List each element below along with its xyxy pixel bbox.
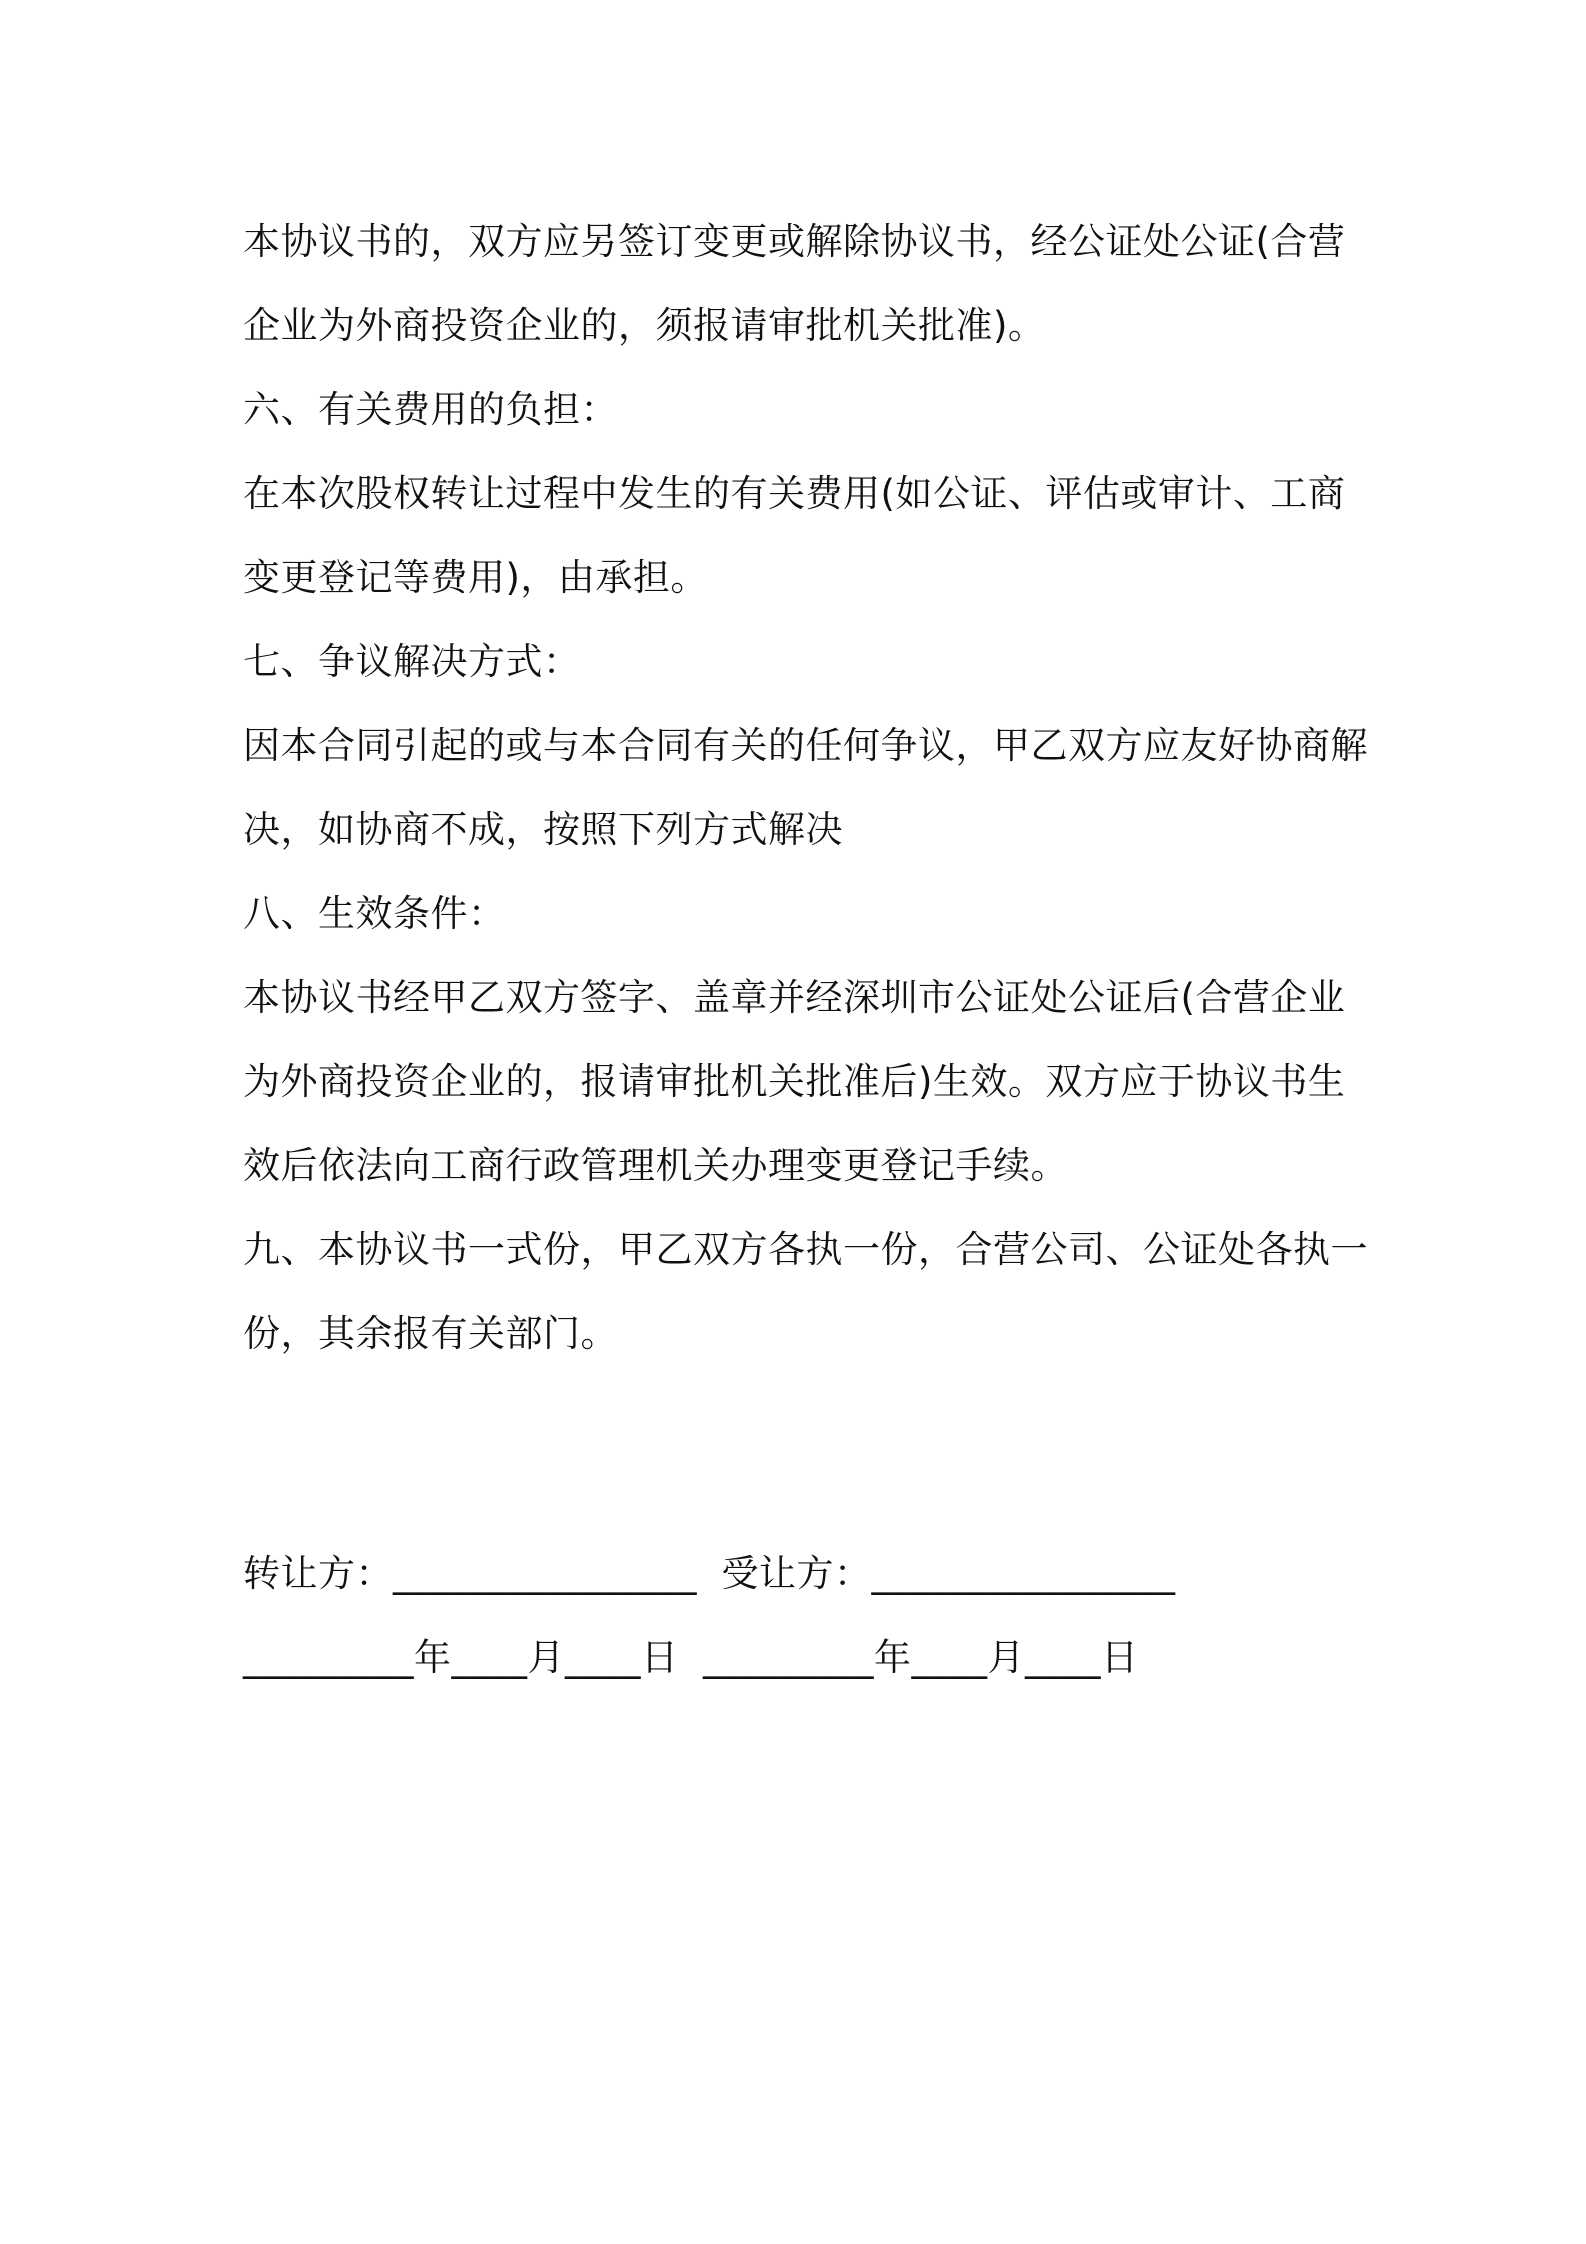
document-body (243, 200, 1368, 1376)
section-heading-fees: 六、有关费用的负担： (243, 388, 618, 431)
paragraph-line: 份，其余报有关部门。 (243, 1312, 618, 1355)
paragraph-line: 因本合同引起的或与本合同有关的任何争议，甲乙双方应友好协商解 (243, 724, 1368, 767)
signature-parties-line: 转让方：________________ 受让方：________________ (243, 1552, 1176, 1595)
paragraph-line: 为外商投资企业的，报请审批机关批准后)生效。双方应于协议书生 (243, 1060, 1346, 1103)
signature-block (243, 1532, 1363, 1700)
paragraph-line: 效后依法向工商行政管理机关办理变更登记手续。 (243, 1144, 1068, 1187)
section-copies: 九、本协议书一式份，甲乙双方各执一份，合营公司、公证处各执一 (243, 1228, 1368, 1271)
paragraph-line: 在本次股权转让过程中发生的有关费用(如公证、评估或审计、工商 (243, 472, 1346, 515)
paragraph-line: 本协议书的，双方应另签订变更或解除协议书，经公证处公证(合营 (243, 220, 1346, 263)
signature-date-line: _________年____月____日 _________年____月____日 (243, 1636, 1139, 1679)
section-heading-effective: 八、生效条件： (243, 892, 506, 935)
section-heading-dispute: 七、争议解决方式： (243, 640, 581, 683)
paragraph-line: 企业为外商投资企业的，须报请审批机关批准)。 (243, 304, 1046, 347)
paragraph-line: 变更登记等费用)，由承担。 (243, 556, 708, 599)
paragraph-line: 决，如协商不成，按照下列方式解决 (243, 808, 843, 851)
paragraph-line: 本协议书经甲乙双方签字、盖章并经深圳市公证处公证后(合营企业 (243, 976, 1346, 1019)
